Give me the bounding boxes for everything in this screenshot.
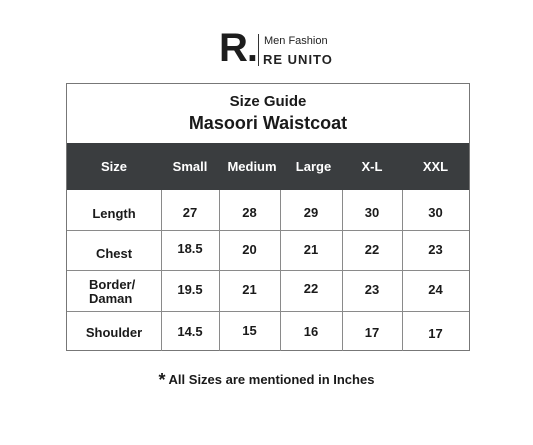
cell-value: 14.5	[177, 324, 203, 339]
product-name: Masoori Waistcoat	[188, 113, 348, 133]
footnote-asterisk: *	[158, 370, 166, 390]
cell-value: 16	[303, 324, 319, 339]
brand-tagline: Men Fashion	[264, 35, 328, 47]
logo-divider	[258, 34, 259, 66]
cell-value: 17	[364, 325, 380, 340]
cell-value: 23	[428, 242, 443, 257]
row-label-length: Length	[92, 206, 136, 221]
row-divider	[67, 311, 469, 312]
brand-logo	[219, 26, 349, 70]
cell-value: 28	[242, 205, 257, 220]
cell-value: 23	[364, 282, 380, 297]
cell-value: 29	[303, 205, 319, 220]
row-label-chest: Chest	[95, 246, 133, 261]
cell-value: 17	[428, 326, 443, 341]
cell-value: 30	[364, 205, 380, 220]
row-label-shoulder: Shoulder	[85, 325, 143, 340]
header-row	[67, 143, 469, 190]
cell-value: 22	[364, 242, 380, 257]
logo-mark: R.	[219, 26, 257, 70]
header-xl: X-L	[361, 159, 383, 174]
header-size: Size	[100, 159, 127, 174]
cell-value: 21	[242, 282, 257, 297]
row-divider	[67, 270, 469, 271]
row-divider	[67, 230, 469, 231]
header-large: Large	[295, 159, 332, 174]
size-guide-table	[66, 83, 470, 351]
cell-value: 20	[242, 242, 257, 257]
cell-value: 24	[428, 282, 443, 297]
cell-value: 19.5	[177, 282, 203, 297]
row-label-border-daman: Border/ Daman	[89, 277, 136, 306]
cell-value: 15	[242, 323, 257, 338]
cell-value: 22	[303, 281, 319, 296]
header-small: Small	[172, 159, 208, 174]
cell-value: 21	[303, 242, 319, 257]
title-area	[67, 84, 469, 142]
footnote-text: All Sizes are mentioned in Inches	[168, 372, 375, 387]
brand-name: RE UNITO	[263, 52, 333, 67]
header-medium: Medium	[227, 159, 277, 174]
cell-value: 18.5	[177, 241, 203, 256]
footnote	[0, 370, 533, 391]
table-title: Size Guide	[229, 93, 307, 110]
cell-value: 27	[182, 205, 198, 220]
cell-value: 30	[428, 205, 443, 220]
header-xxl: XXL	[422, 159, 449, 174]
